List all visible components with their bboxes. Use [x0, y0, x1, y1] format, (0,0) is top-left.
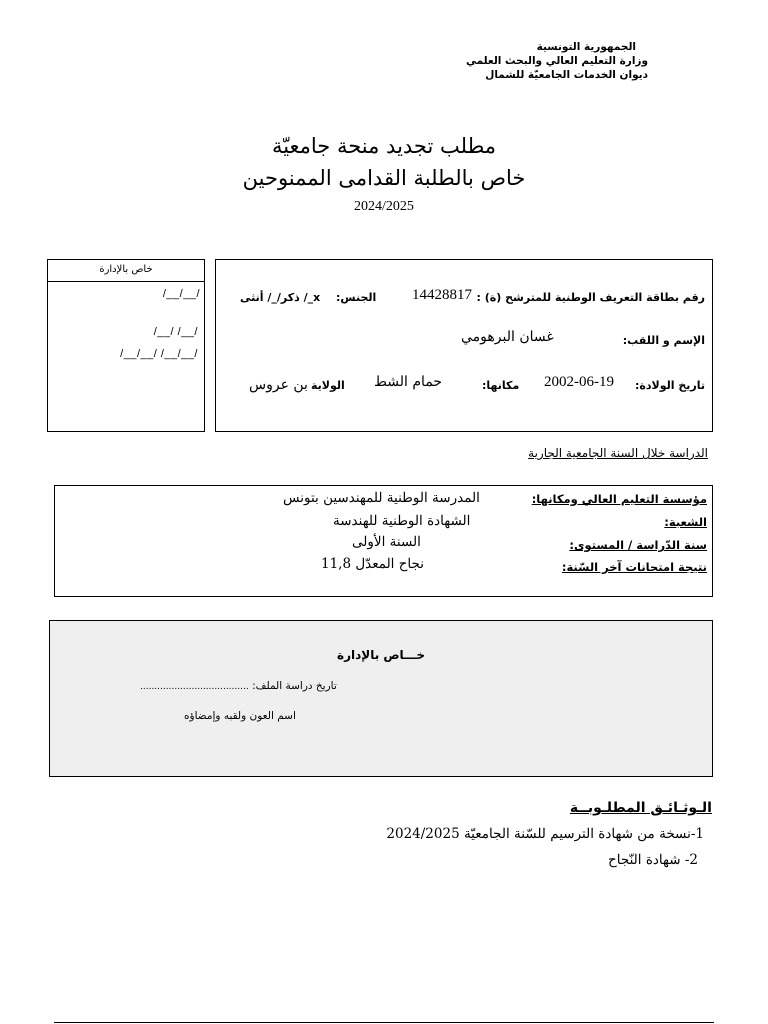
cin-label: رقم بطاقة التعريف الوطنية للمترشح (ة) :	[476, 291, 705, 304]
admin-only-header: خاص بالإدارة	[48, 260, 204, 282]
institution-value: المدرسة الوطنية للمهندسين بتونس	[283, 490, 480, 506]
required-documents-title: الـوثـائـق المطلـوبــة	[569, 800, 712, 816]
document-item: 1-نسخة من شهادة الترسيم للسّنة الجامعيّة 2024/2025	[386, 826, 704, 842]
header-office: ديوان الخدمات الجامعيّة للشمال	[485, 69, 648, 81]
file-study-date-label: تاريخ دراسة الملف:	[252, 680, 337, 692]
admin-date-2: /__/ /__/	[153, 326, 198, 338]
file-study-date	[140, 680, 337, 692]
identity-box	[215, 259, 713, 432]
name-value: غسان البرهومي	[461, 329, 554, 345]
form-title: مطلب تجديد منحة جامعيّة	[271, 134, 497, 158]
branch-value: الشهادة الوطنية للهندسة	[333, 513, 471, 529]
agent-name-signature-label: اسم العون ولقبه وإمضاؤه	[184, 710, 296, 722]
footer-divider	[54, 1022, 714, 1023]
cin-value: 14428817	[412, 287, 472, 303]
gender-label: الجنس:	[336, 291, 377, 304]
admin-only-small-box	[47, 259, 205, 432]
institution-label: مؤسسة التعليم العالي ومكانها:	[531, 492, 707, 506]
name-label: الإسم و اللقب:	[622, 334, 705, 347]
ministry-header	[388, 40, 648, 82]
level-value: السنة الأولى	[352, 534, 421, 550]
admin-date-1: /__/__/	[162, 288, 200, 300]
birthdate-label: تاريخ الولادة:	[634, 379, 705, 392]
gender-value: x_/ ذكر/_/ أنثى	[240, 291, 321, 304]
file-study-date-dots: ......................................	[140, 682, 249, 692]
state-value: بن عروس	[249, 377, 308, 393]
branch-label: الشعبة:	[664, 515, 707, 529]
study-box	[54, 485, 713, 597]
level-label: سنة الدّراسة / المستوى:	[569, 538, 707, 552]
admin-box-title: خـــاص بالإدارة	[337, 648, 425, 662]
admin-date-3: /__/__/ /__/__/	[120, 348, 198, 360]
header-ministry: وزارة التعليم العالي والبحث العلمي	[465, 55, 648, 67]
academic-year: 2024/2025	[354, 199, 414, 214]
birthplace-value: حمام الشط	[374, 374, 443, 390]
result-label: نتيجة امتحانات آخر السّنة:	[561, 560, 707, 574]
admin-only-box	[49, 620, 713, 777]
state-label: الولاية	[311, 379, 345, 392]
form-subtitle: خاص بالطلبة القدامى الممنوحين	[242, 166, 526, 190]
current-study-title: الدراسة خلال السنة الجامعية الجارية	[528, 446, 708, 460]
header-republic: الجمهورية التونسية	[536, 41, 636, 53]
result-value: نجاح المعدّل 11,8	[321, 556, 425, 572]
document-item: 2- شهادة النّجاح	[608, 852, 698, 868]
birthdate-value: 2002-06-19	[544, 374, 614, 390]
birthplace-label: مكانها:	[482, 379, 520, 392]
